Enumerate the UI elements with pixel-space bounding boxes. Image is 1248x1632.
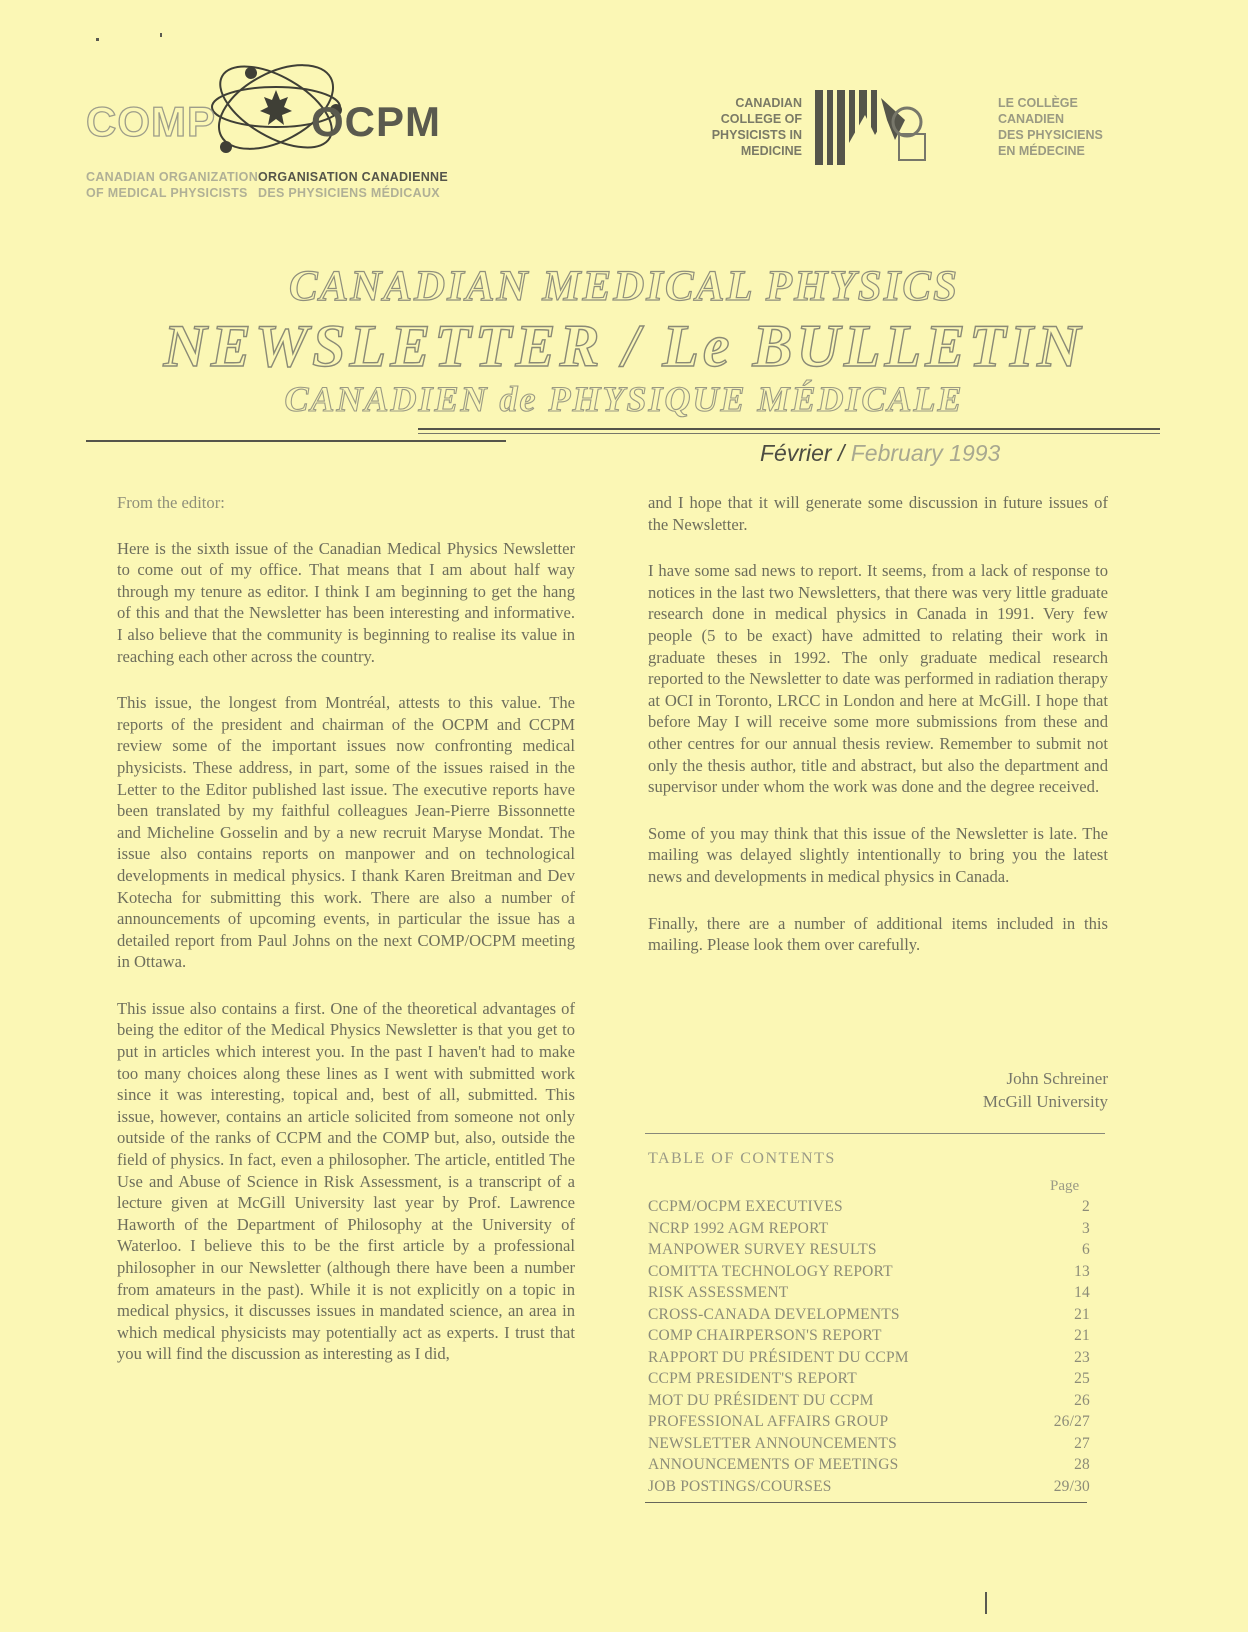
comp-wordmark: COMP bbox=[86, 98, 216, 145]
org-name-fr-1: ORGANISATION CANADIENNE bbox=[258, 170, 449, 184]
toc-item-label: COMP CHAIRPERSON'S REPORT bbox=[648, 1327, 882, 1344]
article-paragraph: Here is the sixth issue of the Canadian Medical Physics Newsletter to come out of my office. That means that I am about half way through my tenure as editor. I think I am beginning to get the hang of this and that the Newsletter has been interesting and informative. I also believe that the community is beginning to realise its value in reaching each other across the country. bbox=[117, 538, 575, 666]
toc-item-page: 26 bbox=[1074, 1391, 1090, 1409]
toc-item-page: 21 bbox=[1074, 1305, 1090, 1323]
toc-item-page: 13 bbox=[1074, 1262, 1090, 1280]
toc-item-label: ANNOUNCEMENTS OF MEETINGS bbox=[648, 1456, 899, 1473]
toc-item bbox=[648, 1218, 1090, 1240]
scan-speck bbox=[96, 38, 99, 41]
masthead-line-3: CANADIEN de PHYSIQUE MÉDICALE bbox=[284, 379, 964, 419]
ccpm-name-fr bbox=[998, 95, 1138, 159]
toc-item-label: CCPM PRESIDENT'S REPORT bbox=[648, 1370, 857, 1387]
toc-item-page: 23 bbox=[1074, 1348, 1090, 1366]
toc-item-page: 2 bbox=[1082, 1198, 1090, 1215]
toc-item bbox=[648, 1239, 1090, 1261]
masthead-rule bbox=[418, 428, 1160, 430]
toc-item-label: COMITTA TECHNOLOGY REPORT bbox=[648, 1262, 893, 1280]
org-name-fr-2: DES PHYSICIENS MÉDICAUX bbox=[258, 186, 440, 200]
toc-item-page: 26/27 bbox=[1053, 1413, 1090, 1430]
article-column-right bbox=[648, 492, 1108, 981]
toc-item-page: 6 bbox=[1082, 1241, 1090, 1258]
org-name-en-2: OF MEDICAL PHYSICISTS bbox=[86, 186, 248, 200]
masthead-line-1: CANADIAN MEDICAL PHYSICS bbox=[288, 263, 960, 310]
toc-item-label: CROSS-CANADA DEVELOPMENTS bbox=[648, 1305, 900, 1323]
toc-list bbox=[648, 1196, 1090, 1497]
toc-item-page: 28 bbox=[1074, 1456, 1090, 1473]
ccpm-emblem-icon bbox=[815, 90, 945, 180]
comp-ocpm-logo bbox=[86, 55, 486, 225]
toc-page-header: Page bbox=[1050, 1178, 1080, 1194]
toc-item-label: MOT DU PRÉSIDENT DU CCPM bbox=[648, 1391, 874, 1409]
toc-item bbox=[648, 1390, 1090, 1412]
article-paragraph: and I hope that it will generate some discussion in future issues of the Newsletter. bbox=[648, 493, 1108, 534]
ccpm-en-line: CANADIAN bbox=[735, 96, 802, 110]
toc-item bbox=[648, 1196, 1090, 1218]
toc-item-label: PROFESSIONAL AFFAIRS GROUP bbox=[648, 1413, 889, 1430]
article-paragraph: This issue also contains a first. One of the theoretical advantages of being the editor of the Medical Physics Newsletter is that you get to put in articles which interest you. In the past I haven't had to make too many choices along these lines as I went with submitted work since it was interesting, topical and, best of all, submitted. This issue, however, contains an article solicited from someone not only outside of the ranks of CCPM and the COMP but, also, outside the field of physics. In fact, even a philosopher. The article, entitled The Use and Abuse of Science in Risk Assessment, is a transcript of a lecture given at McGill University last year by Prof. Lawrence Haworth of the Department of Philosophy at the University of Waterloo. I believe this to be the first article by a professional philosopher in our Newsletter (although there have been a number from amateurs in the past). While it is not explicitly on a topic in medical physics, it discusses issues in mandated science, an area in which medical physicists may potentially act as experts. I trust that you will find the discussion as interesting as I did, bbox=[117, 998, 575, 1364]
toc-item bbox=[648, 1411, 1090, 1433]
toc-item-page: 27 bbox=[1074, 1434, 1090, 1452]
masthead-rule-thin bbox=[418, 433, 1160, 434]
ccpm-en-line: MEDICINE bbox=[740, 144, 802, 158]
ccpm-en-line: PHYSICISTS IN bbox=[711, 128, 802, 142]
issue-date bbox=[760, 440, 1000, 467]
date-rule bbox=[86, 440, 506, 442]
ccpm-fr-line: EN MÉDECINE bbox=[998, 144, 1085, 158]
article-heading: From the editor: bbox=[117, 493, 225, 512]
article-paragraph: Some of you may think that this issue of the Newsletter is late. The mailing was delayed slightly intentionally to bring you the latest news and developments in medical physics in Canada. bbox=[648, 823, 1108, 886]
toc-item bbox=[648, 1368, 1090, 1390]
issue-date-en: February 1993 bbox=[850, 440, 1001, 466]
ccpm-en-line: COLLEGE OF bbox=[720, 112, 802, 126]
toc-item bbox=[648, 1433, 1090, 1455]
toc-item-label: JOB POSTINGS/COURSES bbox=[648, 1477, 832, 1495]
editor-signature-affiliation: McGill University bbox=[982, 1092, 1108, 1111]
toc-bottom-rule bbox=[645, 1502, 1087, 1503]
toc-item-label: RAPPORT DU PRÉSIDENT DU CCPM bbox=[648, 1348, 909, 1366]
issue-date-fr: Février bbox=[760, 440, 832, 466]
toc-item-page: 29/30 bbox=[1053, 1477, 1090, 1495]
toc-item bbox=[648, 1261, 1090, 1283]
toc-item-label: NEWSLETTER ANNOUNCEMENTS bbox=[648, 1434, 897, 1452]
toc-item bbox=[648, 1454, 1090, 1476]
ccpm-fr-line: CANADIEN bbox=[998, 112, 1064, 126]
toc-item bbox=[648, 1347, 1090, 1369]
toc-item-page: 21 bbox=[1074, 1327, 1090, 1344]
article-paragraph: This issue, the longest from Montréal, attests to this value. The reports of the president and chairman of the OCPM and CCPM review some of the important issues now confronting medical physicists. These address, in part, some of the issues raised in the Letter to the Editor published last issue. The executive reports have been translated by my faithful colleagues Jean-Pierre Bissonnette and Micheline Gosselin and by a new recruit Maryse Mondat. The issue also contains reports on manpower and on technological developments in medical physics. I thank Karen Breitman and Dev Kotecha for submitting this work. There are also a number of announcements of upcoming events, in particular the issue has a detailed report from Paul Johns on the next COMP/OCPM meeting in Ottawa. bbox=[117, 693, 575, 972]
toc-item-page: 25 bbox=[1074, 1370, 1090, 1387]
article-paragraph: I have some sad news to report. It seems, from a lack of response to notices in the last two Newsletters, that there was very little graduate research done in medical physics in Canada in 1991. Very few people (5 to be exact) have admitted to relating their work in graduate theses in 1992. The only graduate medical research reported to the Newsletter to date was performed in radiation therapy at OCI in Toronto, LRCC in London and here at McGill. I hope that before May I will receive some more submissions from these and other centres for our annual thesis review. Remember to submit not only the thesis author, title and abstract, but also the department and supervisor under whom the work was done and the degree received. bbox=[648, 561, 1108, 797]
ccpm-fr-line: DES PHYSICIENS bbox=[998, 128, 1103, 142]
toc-top-rule bbox=[645, 1133, 1105, 1134]
ccpm-fr-line: LE COLLÈGE bbox=[998, 96, 1078, 110]
ocpm-wordmark: OCPM bbox=[311, 98, 441, 145]
article-column-left bbox=[117, 492, 575, 1390]
toc-item-label: MANPOWER SURVEY RESULTS bbox=[648, 1241, 877, 1258]
toc-item bbox=[648, 1476, 1090, 1498]
toc-item-label: NCRP 1992 AGM REPORT bbox=[648, 1219, 829, 1237]
article-paragraph: Finally, there are a number of additional items included in this mailing. Please look them over carefully. bbox=[648, 913, 1108, 955]
toc-item-page: 3 bbox=[1082, 1219, 1090, 1237]
toc-item-label: CCPM/OCPM EXECUTIVES bbox=[648, 1198, 843, 1215]
scan-speck bbox=[985, 1592, 987, 1614]
toc-item bbox=[648, 1325, 1090, 1347]
toc-item bbox=[648, 1304, 1090, 1326]
ccpm-name-en bbox=[690, 95, 802, 159]
toc-title: TABLE OF CONTENTS bbox=[648, 1150, 836, 1167]
editor-signature-name: John Schreiner bbox=[1006, 1069, 1108, 1088]
toc-item bbox=[648, 1282, 1090, 1304]
toc-item-page: 14 bbox=[1074, 1284, 1090, 1301]
issue-date-separator: / bbox=[831, 440, 851, 466]
toc-item-label: RISK ASSESSMENT bbox=[648, 1284, 789, 1301]
masthead-line-2: NEWSLETTER / Le BULLETIN bbox=[163, 313, 1085, 379]
org-name-en-1: CANADIAN ORGANIZATION bbox=[86, 170, 259, 184]
scan-speck bbox=[160, 33, 162, 37]
